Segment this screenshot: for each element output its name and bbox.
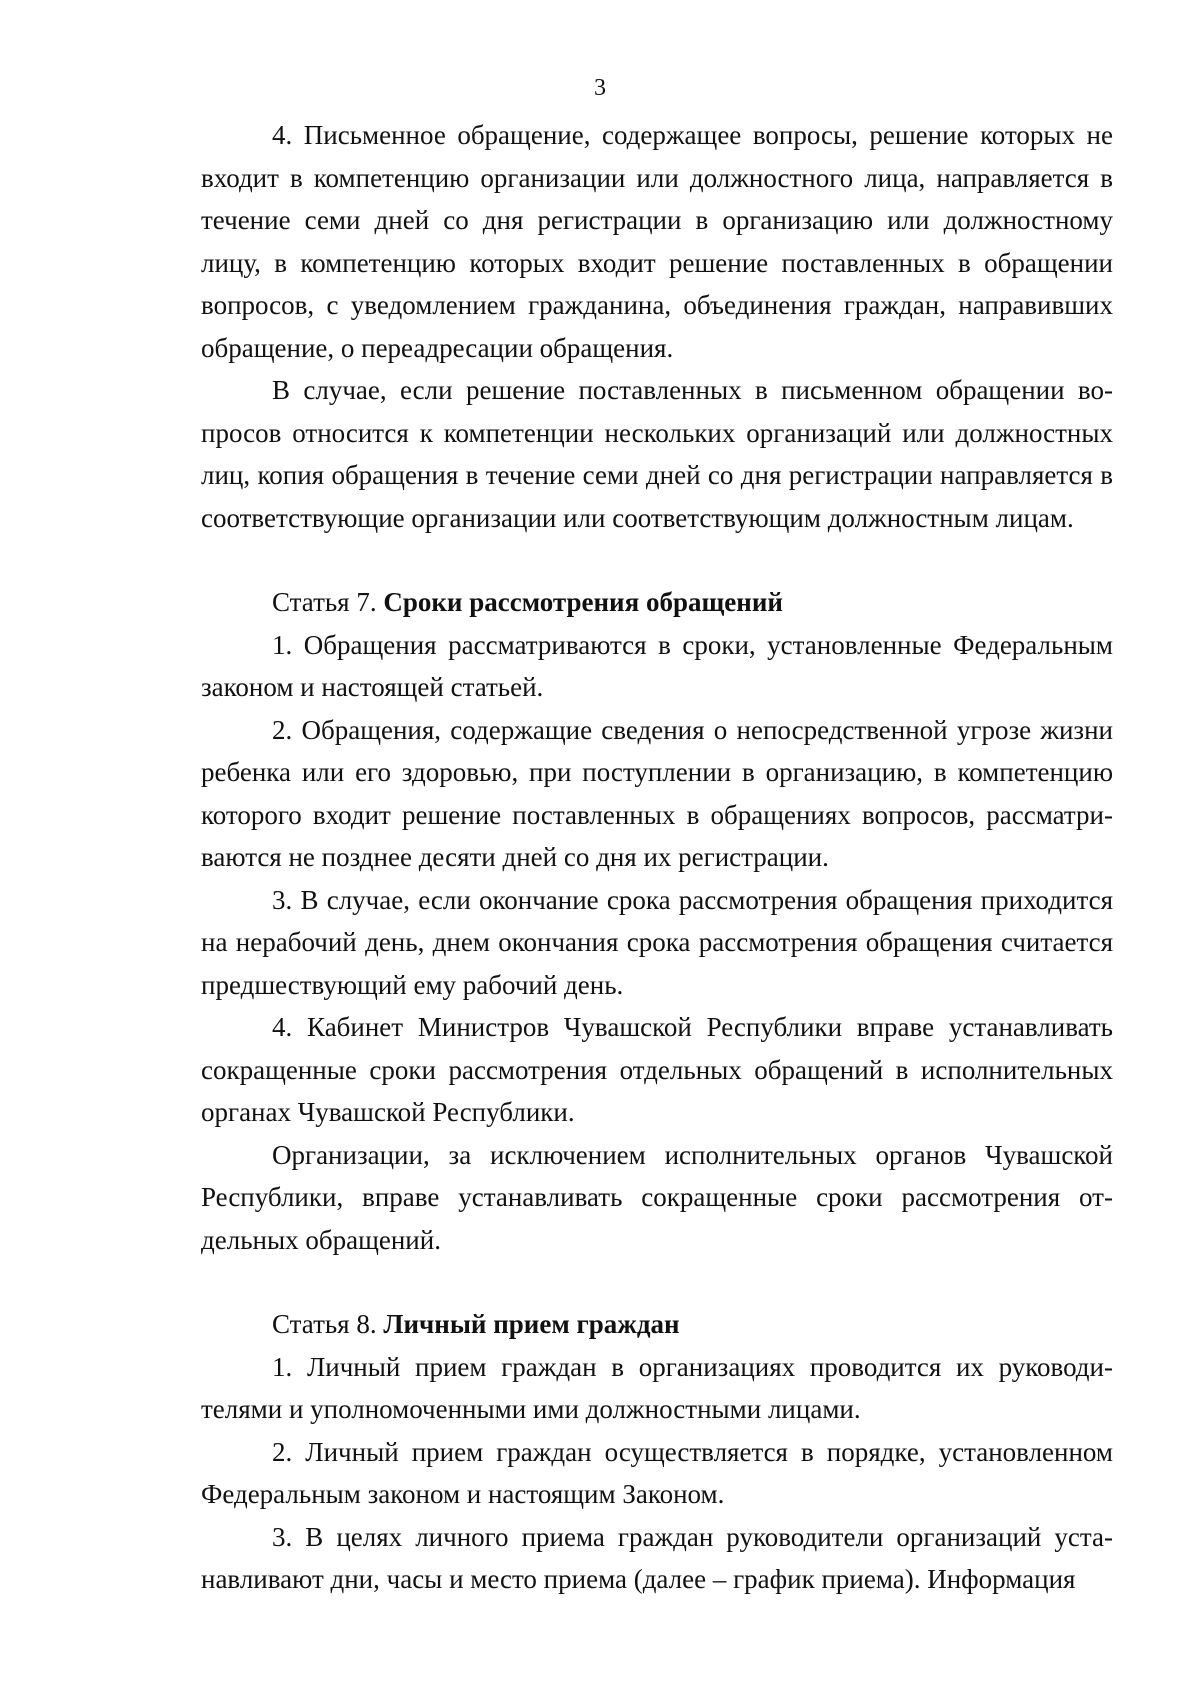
- paragraph: 4. Кабинет Министров Чувашской Республики вправе устанавливать сокращенные сроки рассмотрения отдельных обращений в исполнительных органах Чувашской Республики.: [201, 1012, 1113, 1127]
- paragraph: В случае, если решение поставленных в письменном обращении вопросов относится к компетенции нескольких организаций или должностных лиц, копия обращения в течение семи дней со дня регистрации направляется в соответствующие организации или соответствующим должностным лицам.: [201, 375, 1113, 533]
- paragraph: 3. В случае, если окончание срока рассмотрения обращения приходится на нерабочий день, днем окончания срока рассмотрения обращения считается предшествующий ему рабочий день.: [201, 884, 1113, 1000]
- paragraph: 2. Обращения, содержащие сведения о непосредственной угрозе жизни ребенка или его здоровью, при поступлении в организацию, в компетенцию которого входит решение поставленных в обращениях вопросов, рассматриваются не позднее десяти дней со дня их регистрации.: [201, 714, 1113, 872]
- article-number: Статья 7.: [272, 587, 384, 617]
- paragraph: Организации, за исключением исполнительных органов Чувашской Республики, вправе устанавливать сокращенные сроки рассмотрения отдельных обращений.: [201, 1139, 1113, 1255]
- paragraph: 4. Письменное обращение, содержащее вопросы, решение которых не входит в компетенцию организации или должностного лица, направляется в течение семи дней со дня регистрации в организацию или должностному лицу, в компетенцию которых входит решение поставленных в обращении вопросов, с уведомлением гражданина, объединения граждан, направивших обращение, о переадресации обращения.: [201, 120, 1113, 363]
- document-body: [201, 114, 1113, 1601]
- article-title: Сроки рассмотрения обращений: [383, 587, 783, 617]
- article-number: Статья 8.: [272, 1309, 384, 1339]
- paragraph: 1. Обращения рассматриваются в сроки, установленные Федеральным законом и настоящей статьей.: [201, 629, 1113, 702]
- article-heading-7: [201, 581, 1113, 624]
- paragraph: 2. Личный прием граждан осуществляется в порядке, установленном Федеральным законом и настоящим Законом.: [201, 1436, 1113, 1509]
- paragraph: 3. В целях личного приема граждан руководители организаций устанавливают дни, часы и место приема (далее – график приема). Информация: [201, 1521, 1113, 1594]
- article-title: Личный прием граждан: [383, 1309, 680, 1339]
- paragraph: 1. Личный прием граждан в организациях проводится их руководителями и уполномоченными ими должностными лицами.: [201, 1351, 1113, 1424]
- article-heading-8: [201, 1303, 1113, 1346]
- page-number: 3: [594, 75, 606, 101]
